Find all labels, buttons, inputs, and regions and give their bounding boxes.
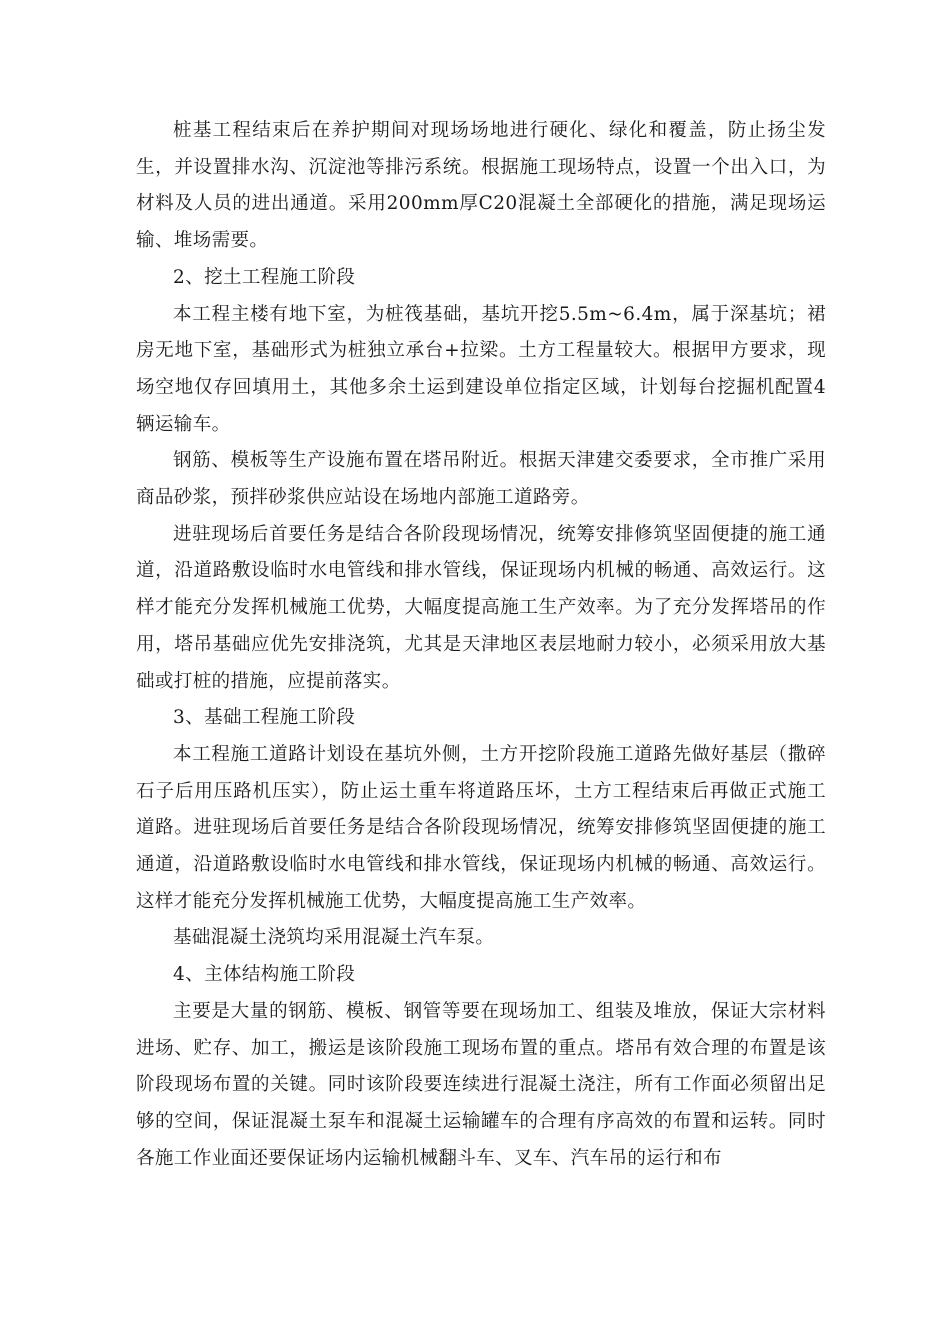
paragraph-construction-roads: 本工程施工道路计划设在基坑外侧，土方开挖阶段施工道路先做好基层（撒碎石子后用压路机压实），防止运土重车将道路压坏，土方工程结束后再做正式施工道路。进驻现场后首要任务是结合各阶段现场情况，统筹安排修筑坚固便捷的施工通道，沿道路敷设临时水电管线和排水管线，保证现场内机械的畅通、高效运行。这样才能充分发挥机械施工优势，大幅度提高施工生产效率。: [136, 743, 826, 912]
paragraph-excavation: 本工程主楼有地下室，为桩筏基础，基坑开挖5.5m~6.4m，属于深基坑；裙房无地下室，基础形式为桩独立承台+拉梁。土方工程量较大。根据甲方要求，现场空地仅存回填用土，其他多余土运到建设单位指定区域，计划每台挖掘机配置4辆运输车。: [136, 303, 826, 435]
paragraph-concrete-pouring: 基础混凝土浇筑均采用混凝土汽车泵。: [173, 927, 495, 949]
paragraph-main-structure: 主要是大量的钢筋、模板、钢管等要在现场加工、组装及堆放，保证大宗材料进场、贮存、加工，搬运是该阶段施工现场布置的重点。塔吊有效合理的布置是该阶段现场布置的关键。同时该阶段要连续进行混凝土浇注，所有工作面必须留出足够的空间，保证混凝土泵车和混凝土运输罐车的合理有序高效的布置和运转。同时各施工作业面还要保证场内运输机械翻斗车、叉车、汽车吊的运行和布: [136, 1000, 826, 1169]
paragraph-site-entry-tasks: 进驻现场后首要任务是结合各阶段现场情况，统筹安排修筑坚固便捷的施工通道，沿道路敷设临时水电管线和排水管线，保证现场内机械的畅通、高效运行。这样才能充分发挥机械施工优势，大幅度提高施工生产效率。为了充分发挥塔吊的作用，塔吊基础应优先安排浇筑，尤其是天津地区表层地耐力较小，必须采用放大基础或打桩的措施，应提前落实。: [136, 523, 826, 692]
paragraph-pile-foundation: 桩基工程结束后在养护期间对现场场地进行硬化、绿化和覆盖，防止扬尘发生，并设置排水沟、沉淀池等排污系统。根据施工现场特点，设置一个出入口，为材料及人员的进出通道。采用200mm厚C20混凝土全部硬化的措施，满足现场运输、堆场需要。: [136, 120, 826, 252]
heading-main-structure-stage: 4、主体结构施工阶段: [173, 964, 356, 986]
paragraph-production-facilities: 钢筋、模板等生产设施布置在塔吊附近。根据天津建交委要求，全市推广采用商品砂浆，预拌砂浆供应站设在场地内部施工道路旁。: [136, 450, 826, 509]
document-body: [136, 113, 826, 1177]
heading-foundation-stage: 3、基础工程施工阶段: [173, 707, 356, 729]
heading-excavation-stage: 2、挖土工程施工阶段: [173, 266, 356, 288]
